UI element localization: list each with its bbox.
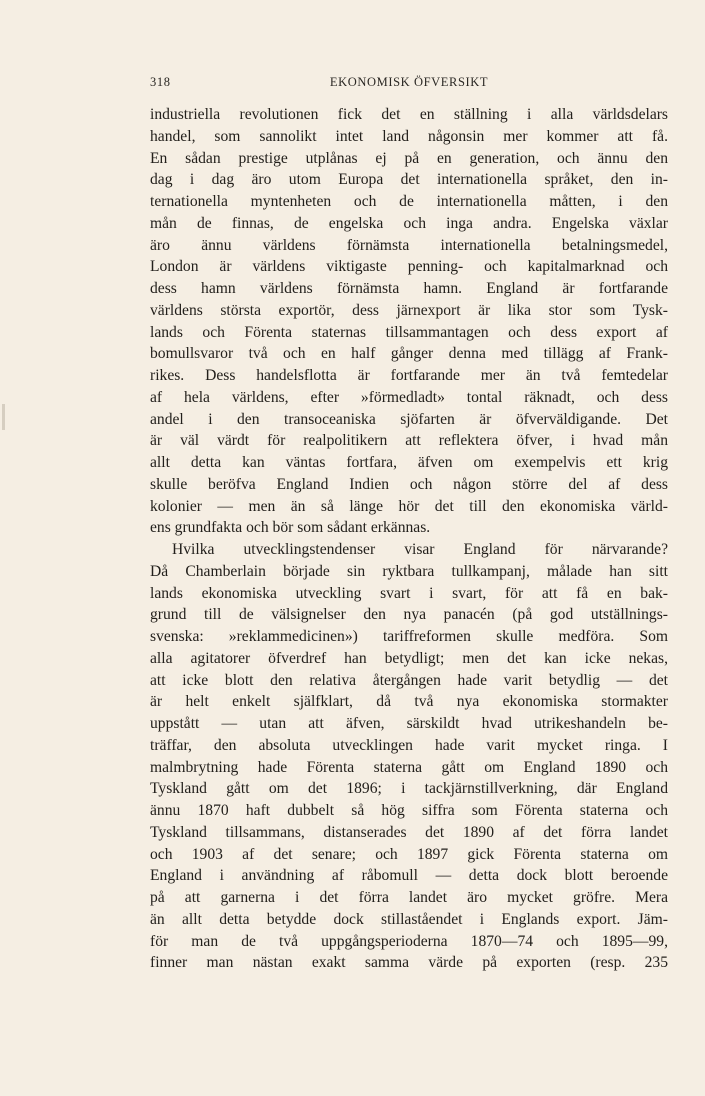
paragraph: [150, 104, 668, 539]
text-line: ens grundfakta och bör som sådant erkännas.: [150, 519, 431, 537]
text-line: än allt detta betydde dock stillaståendet i Englands export. Jäm-: [150, 910, 668, 928]
text-line: Tyskland tillsammans, distanserades det 1890 af det förra landet: [150, 823, 668, 841]
text-line: ternationella myntenheten och de internationella måtten, i den: [150, 193, 668, 210]
text-line: lands och Förenta staternas tillsammantagen och dess export af: [150, 323, 668, 341]
text-line: ännu 1870 haft dubbelt så hög siffra som Förenta staterna och: [150, 802, 668, 819]
body-text: [150, 104, 668, 974]
text-line: dag i dag äro utom Europa det internationella språket, den in-: [150, 171, 668, 189]
text-line: kolonier — men än så länge hör det till den ekonomiska värld-: [150, 497, 668, 515]
text-line: industriella revolutionen fick det en ställning i alla världsdelars: [150, 106, 668, 123]
text-line: af hela världens, efter »förmedladt» tontal räknadt, och dess: [150, 388, 668, 406]
text-line: svenska: »reklammedicinen») tariffreformen skulle medföra. Som: [150, 628, 668, 645]
text-line: London är världens viktigaste penning- och kapitalmarknad och: [150, 258, 668, 276]
page-number: 318: [150, 75, 171, 89]
text-line: grund till de välsignelser den nya panacén (på god utställnings-: [150, 606, 668, 624]
text-line: är väl värdt för realpolitikern att reflektera öfver, i hvad mån: [150, 432, 668, 450]
text-line: Tyskland gått om det 1896; i tackjärnstillverkning, där England: [150, 780, 668, 798]
text-line: och 1903 af det senare; och 1897 gick Förenta staterna om: [150, 845, 668, 863]
text-line: på att garnerna i det förra landet äro mycket gröfre. Mera: [150, 889, 668, 906]
text-line: En sådan prestige utplånas ej på en generation, och ännu den: [150, 149, 668, 167]
text-line: äro ännu världens förnämsta internationella betalningsmedel,: [150, 236, 668, 254]
text-line: dess hamn världens förnämsta hamn. England är fortfarande: [150, 280, 668, 297]
text-line: är helt enkelt själfklart, då två nya ekonomiska stormakter: [150, 693, 668, 711]
text-line: Hvilka utvecklingstendenser visar England för närvarande?: [172, 541, 668, 558]
text-line: träffar, den absoluta utvecklingen hade varit mycket ringa. I: [150, 736, 668, 754]
running-head: EKONOMISK ÖFVERSIKT: [329, 75, 489, 89]
page-header: [150, 75, 668, 93]
text-line: alla agitatorer öfverdref han betydligt; men det kan icke nekas,: [150, 649, 668, 667]
text-line: handel, som sannolikt intet land någonsin mer kommer att få.: [150, 127, 668, 145]
text-line: att icke blott den relativa återgången hade varit betydlig — det: [150, 671, 668, 689]
margin-mark: [2, 404, 5, 430]
text-line: rikes. Dess handelsflotta är fortfarande mer än två femtedelar: [150, 367, 668, 384]
text-line: för man de två uppgångsperioderna 1870—74 och 1895—99,: [150, 932, 668, 950]
text-line: mån de finnas, de engelska och inga andra. Engelska växlar: [150, 214, 668, 232]
text-line: finner man nästan exakt samma värde på exporten (resp. 235: [150, 954, 668, 972]
text-line: Då Chamberlain började sin ryktbara tullkampanj, målade han sitt: [150, 562, 668, 580]
text-line: lands ekonomiska utveckling svart i svart, för att få en bak-: [150, 584, 668, 602]
text-line: världens största exportör, dess järnexport är lika stor som Tysk-: [150, 301, 668, 319]
text-line: uppstått — utan att äfven, särskildt hvad utrikeshandeln be-: [150, 715, 668, 732]
text-line: skulle beröfva England Indien och någon större del af dess: [150, 475, 668, 493]
text-line: bomullsvaror två och en half gånger denna med tillägg af Frank-: [150, 345, 668, 363]
text-line: malmbrytning hade Förenta staterna gått om England 1890 och: [150, 758, 668, 776]
text-line: allt detta kan väntas fortfara, äfven om exempelvis ett krig: [150, 454, 668, 471]
text-line: andel i den transoceaniska sjöfarten är öfverväldigande. Det: [150, 410, 668, 428]
paragraph: [150, 539, 668, 974]
text-line: England i användning af råbomull — detta dock blott beroende: [150, 867, 668, 885]
